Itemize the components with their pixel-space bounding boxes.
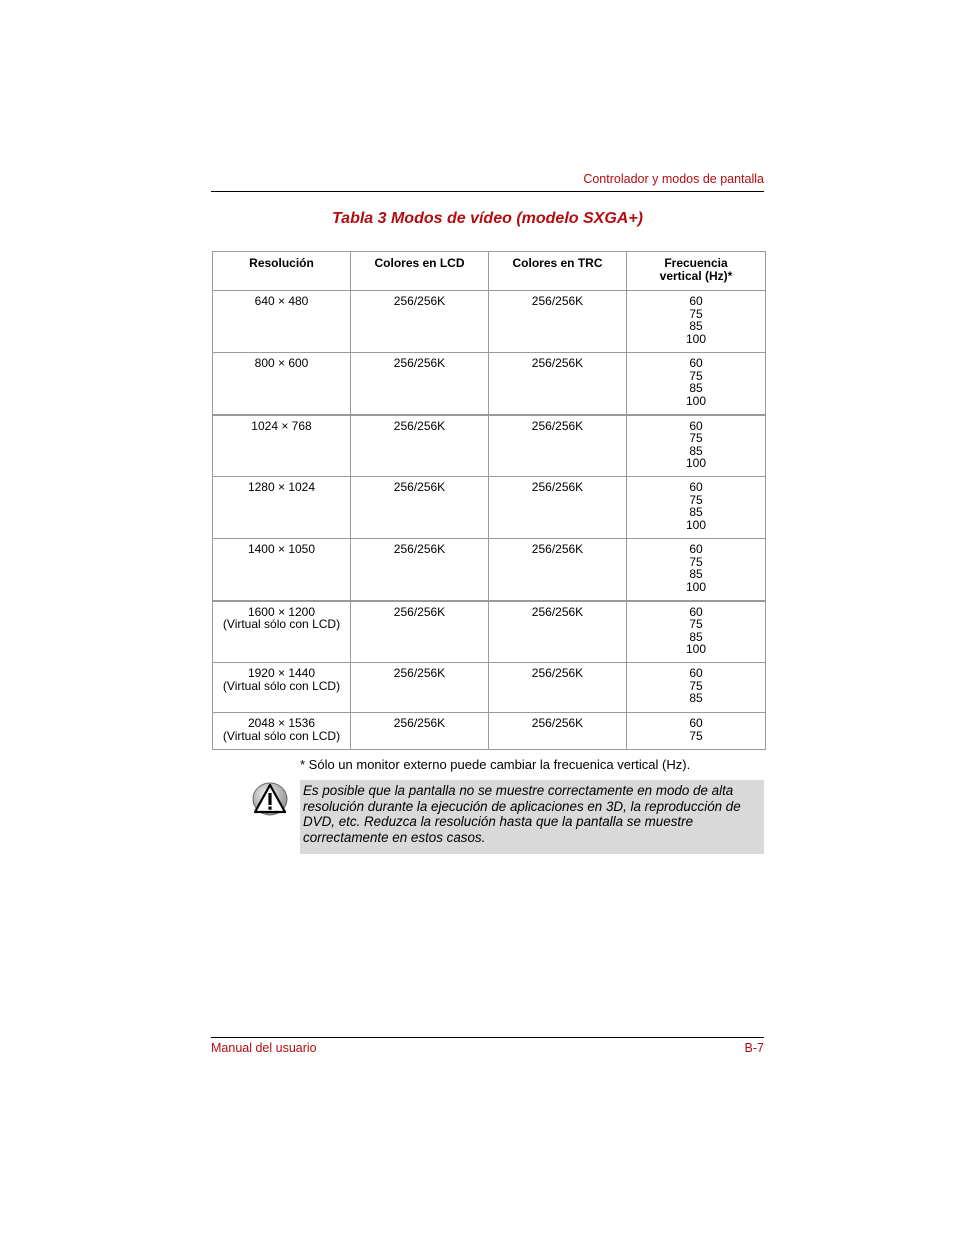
resolution-value: 1920 × 1440 <box>247 666 316 680</box>
frequency-value: 75 <box>689 617 703 631</box>
cell-colors-lcd: 256/256K <box>351 291 489 353</box>
table-row <box>213 415 766 477</box>
cell-resolution <box>213 713 351 750</box>
cell-resolution <box>213 539 351 601</box>
frequency-value: 60 <box>689 418 703 433</box>
cell-resolution <box>213 415 351 477</box>
table-row <box>213 713 766 750</box>
column-header-resolution: Resolución <box>213 252 351 291</box>
frequency-value: 75 <box>689 678 703 693</box>
table-row <box>213 477 766 539</box>
table-row <box>213 353 766 415</box>
frequency-value: 100 <box>685 393 707 408</box>
cell-colors-lcd: 256/256K <box>351 353 489 415</box>
frequency-value: 75 <box>689 492 703 507</box>
resolution-note: (Virtual sólo con LCD) <box>222 728 341 743</box>
frequency-value: 100 <box>685 517 707 532</box>
frequency-value: 60 <box>689 294 703 308</box>
cell-colors-crt: 256/256K <box>489 713 627 750</box>
resolution-value: 2048 × 1536 <box>247 716 316 730</box>
column-header-vertical-frequency-text: Frecuencia vertical (Hz)* <box>659 256 733 283</box>
cell-colors-crt: 256/256K <box>489 415 627 477</box>
frequency-value: 100 <box>685 579 707 594</box>
frequency-value: 85 <box>689 691 703 705</box>
footer-manual-title: Manual del usuario <box>211 1041 317 1055</box>
frequency-value: 75 <box>689 431 703 445</box>
resolution-value: 1024 × 768 <box>251 418 312 433</box>
cell-colors-lcd: 256/256K <box>351 663 489 713</box>
column-header-lcd-colors: Colores en LCD <box>351 252 489 291</box>
footer-rule <box>211 1037 764 1038</box>
frequency-value: 60 <box>689 604 703 619</box>
frequency-value: 60 <box>689 542 703 556</box>
frequency-value: 85 <box>689 319 703 333</box>
cell-colors-lcd: 256/256K <box>351 415 489 477</box>
video-modes-table <box>212 251 766 750</box>
cell-vertical-frequency <box>627 353 766 415</box>
cell-vertical-frequency <box>627 713 766 750</box>
frequency-value: 85 <box>689 381 703 395</box>
frequency-value: 100 <box>685 331 707 346</box>
cell-resolution <box>213 353 351 415</box>
cell-colors-crt: 256/256K <box>489 477 627 539</box>
cell-vertical-frequency <box>627 539 766 601</box>
frequency-value: 75 <box>689 368 703 383</box>
frequency-value: 100 <box>685 456 707 470</box>
cell-colors-crt: 256/256K <box>489 353 627 415</box>
frequency-value: 85 <box>689 443 703 458</box>
cell-colors-crt: 256/256K <box>489 291 627 353</box>
frequency-value: 60 <box>689 356 703 370</box>
cell-colors-crt: 256/256K <box>489 663 627 713</box>
cell-colors-crt: 256/256K <box>489 601 627 663</box>
cell-colors-crt: 256/256K <box>489 539 627 601</box>
frequency-value: 60 <box>689 480 703 494</box>
table-footnote: * Sólo un monitor externo puede cambiar la frecuenica vertical (Hz). <box>300 757 691 772</box>
resolution-value: 1280 × 1024 <box>247 480 316 494</box>
table-row <box>213 601 766 663</box>
section-header: Controlador y modos de pantalla <box>583 172 764 186</box>
cell-vertical-frequency <box>627 415 766 477</box>
header-rule <box>211 191 764 192</box>
cell-vertical-frequency <box>627 291 766 353</box>
frequency-value: 100 <box>685 642 707 656</box>
footer-page-number: B-7 <box>744 1041 764 1055</box>
table-row <box>213 291 766 353</box>
frequency-value: 85 <box>689 567 703 581</box>
table-row <box>213 539 766 601</box>
warning-triangle-icon <box>251 781 289 817</box>
frequency-value: 85 <box>689 629 703 644</box>
table-row <box>213 663 766 713</box>
resolution-value: 1400 × 1050 <box>247 542 316 556</box>
resolution-value: 1600 × 1200 <box>247 604 316 619</box>
resolution-value: 640 × 480 <box>254 294 309 308</box>
column-header-vertical-frequency <box>627 252 766 291</box>
cell-resolution <box>213 601 351 663</box>
cell-resolution <box>213 291 351 353</box>
table-title: Tabla 3 Modos de vídeo (modelo SXGA+) <box>331 210 643 227</box>
table-header-row <box>213 252 766 291</box>
cell-colors-lcd: 256/256K <box>351 601 489 663</box>
frequency-value: 75 <box>689 728 703 743</box>
resolution-value: 800 × 600 <box>254 356 309 370</box>
caution-note: Es posible que la pantalla no se muestre correctamente en modo de alta resolución durante la ejecución de aplicaciones en 3D, la reproducción de DVD, etc. Reduzca la resolución hasta que la pantalla se muestre correctamente en estos casos. <box>300 780 764 854</box>
cell-colors-lcd: 256/256K <box>351 539 489 601</box>
frequency-value: 60 <box>689 666 703 680</box>
cell-resolution <box>213 477 351 539</box>
frequency-value: 60 <box>689 716 703 730</box>
cell-colors-lcd: 256/256K <box>351 713 489 750</box>
cell-vertical-frequency <box>627 601 766 663</box>
column-header-crt-colors: Colores en TRC <box>489 252 627 291</box>
frequency-value: 85 <box>689 505 703 519</box>
cell-vertical-frequency <box>627 477 766 539</box>
resolution-note: (Virtual sólo con LCD) <box>222 617 341 631</box>
cell-vertical-frequency <box>627 663 766 713</box>
cell-colors-lcd: 256/256K <box>351 477 489 539</box>
resolution-note: (Virtual sólo con LCD) <box>222 678 341 693</box>
cell-resolution <box>213 663 351 713</box>
frequency-value: 75 <box>689 306 703 321</box>
frequency-value: 75 <box>689 554 703 569</box>
